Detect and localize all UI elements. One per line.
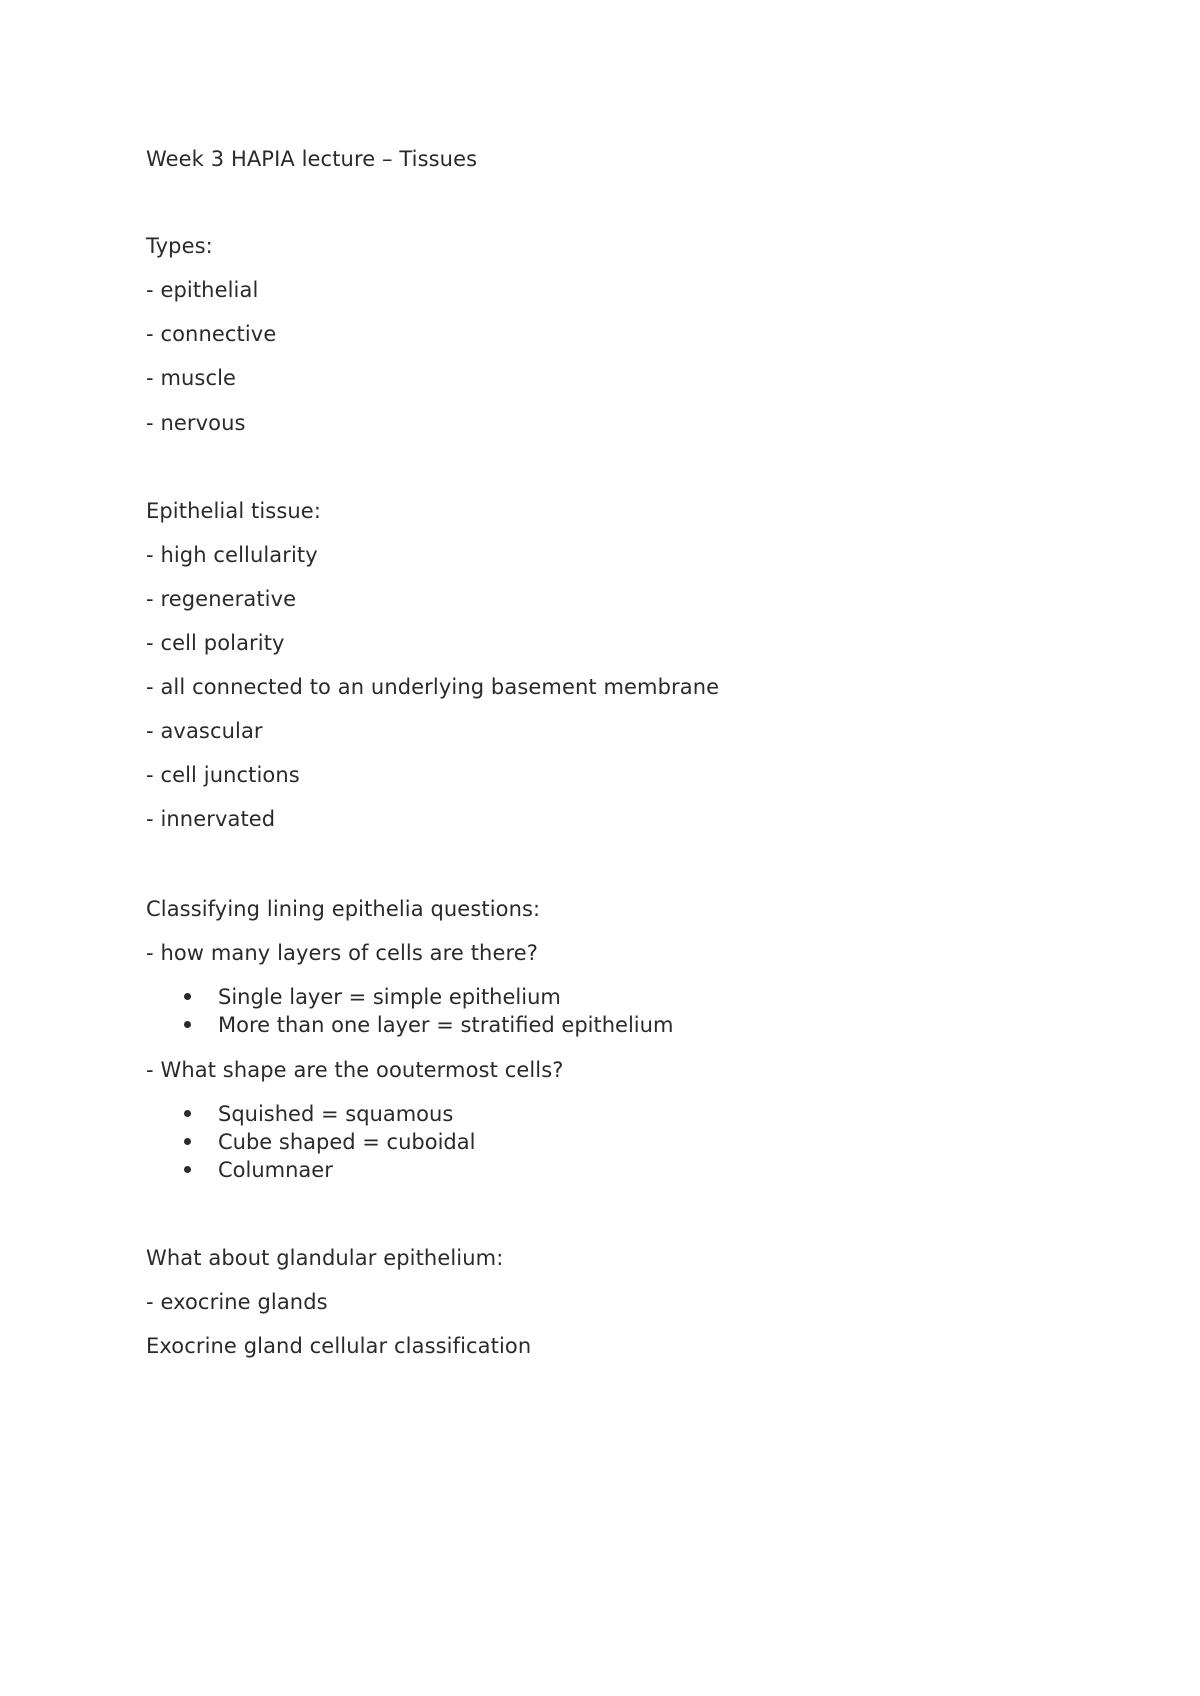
bullet-list-item (184, 1012, 674, 1038)
bullet-text: Squished = squamous (218, 1102, 454, 1126)
bullet-icon (184, 1138, 191, 1145)
types-item: - epithelial (146, 278, 259, 302)
epithelial-item: - high cellularity (146, 543, 318, 567)
bullet-icon (184, 1110, 191, 1117)
types-item: - connective (146, 322, 277, 346)
bullet-icon (184, 1021, 191, 1028)
epithelial-item: - all connected to an underlying basement membrane (146, 675, 720, 699)
epithelial-item: - avascular (146, 719, 263, 743)
bullet-text: More than one layer = stratified epithelium (218, 1013, 674, 1037)
epithelial-item: - innervated (146, 807, 276, 831)
types-heading: Types: (146, 234, 213, 258)
classifying-question: - What shape are the ooutermost cells? (146, 1058, 564, 1082)
bullet-text: Cube shaped = cuboidal (218, 1130, 476, 1154)
epithelial-heading: Epithelial tissue: (146, 499, 321, 523)
bullet-text: Columnaer (218, 1158, 333, 1182)
epithelial-item: - regenerative (146, 587, 297, 611)
epithelial-item: - cell polarity (146, 631, 285, 655)
glandular-heading: What about glandular epithelium: (146, 1246, 504, 1270)
glandular-subheading: Exocrine gland cellular classification (146, 1334, 532, 1358)
types-item: - nervous (146, 411, 246, 435)
bullet-icon (184, 993, 191, 1000)
bullet-list-item (184, 1129, 476, 1155)
bullet-text: Single layer = simple epithelium (218, 985, 561, 1009)
bullet-icon (184, 1166, 191, 1173)
bullet-list-item (184, 1101, 454, 1127)
classifying-question: - how many layers of cells are there? (146, 941, 539, 965)
glandular-item: - exocrine glands (146, 1290, 328, 1314)
classifying-heading: Classifying lining epithelia questions: (146, 897, 541, 921)
bullet-list-item (184, 1157, 333, 1183)
document-title: Week 3 HAPIA lecture – Tissues (146, 147, 478, 171)
epithelial-item: - cell junctions (146, 763, 300, 787)
types-item: - muscle (146, 366, 237, 390)
bullet-list-item (184, 984, 561, 1010)
